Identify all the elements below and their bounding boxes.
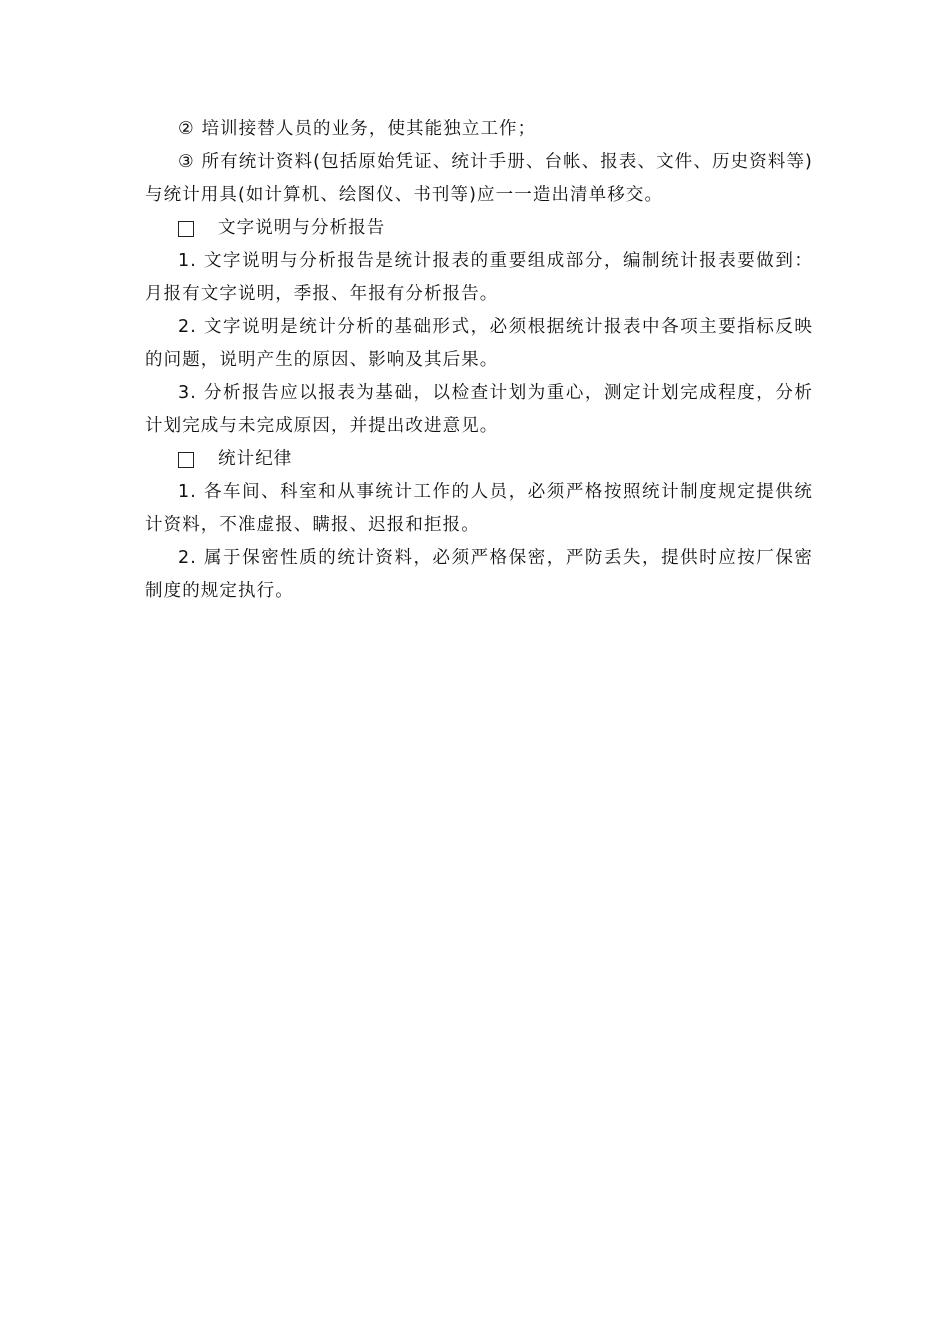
paragraph-analysis-item-3: 3. 分析报告应以报表为基础，以检查计划为重心，测定计划完成程度，分析计划完成与未完成原因，并提出改进意见。 xyxy=(145,383,813,436)
checkbox-icon xyxy=(178,221,194,237)
paragraph-discipline-item-2: 2. 属于保密性质的统计资料，必须严格保密，严防丢失，提供时应按厂保密制度的规定执行。 xyxy=(145,548,813,601)
checkbox-icon xyxy=(178,452,194,468)
paragraph-training-successor: ② 培训接替人员的业务，使其能独立工作； xyxy=(178,119,537,139)
section-heading-label: 文字说明与分析报告 xyxy=(218,218,386,238)
paragraph-discipline-item-1: 1. 各车间、科室和从事统计工作的人员，必须严格按照统计制度规定提供统计资料，不准虚报、瞒报、迟报和拒报。 xyxy=(145,482,813,535)
document-body xyxy=(145,113,813,608)
section-heading-label: 统计纪律 xyxy=(218,449,293,469)
paragraph-analysis-item-1: 1. 文字说明与分析报告是统计报表的重要组成部分，编制统计报表要做到：月报有文字说明，季报、年报有分析报告。 xyxy=(145,251,813,304)
section-heading-statistics-discipline xyxy=(145,443,813,476)
section-heading-written-analysis xyxy=(145,212,813,245)
paragraph-handover-materials: ③ 所有统计资料(包括原始凭证、统计手册、台帐、报表、文件、历史资料等)与统计用具(如计算机、绘图仪、书刊等)应一一造出清单移交。 xyxy=(145,152,813,205)
paragraph-analysis-item-2: 2. 文字说明是统计分析的基础形式，必须根据统计报表中各项主要指标反映的问题，说明产生的原因、影响及其后果。 xyxy=(145,317,813,370)
